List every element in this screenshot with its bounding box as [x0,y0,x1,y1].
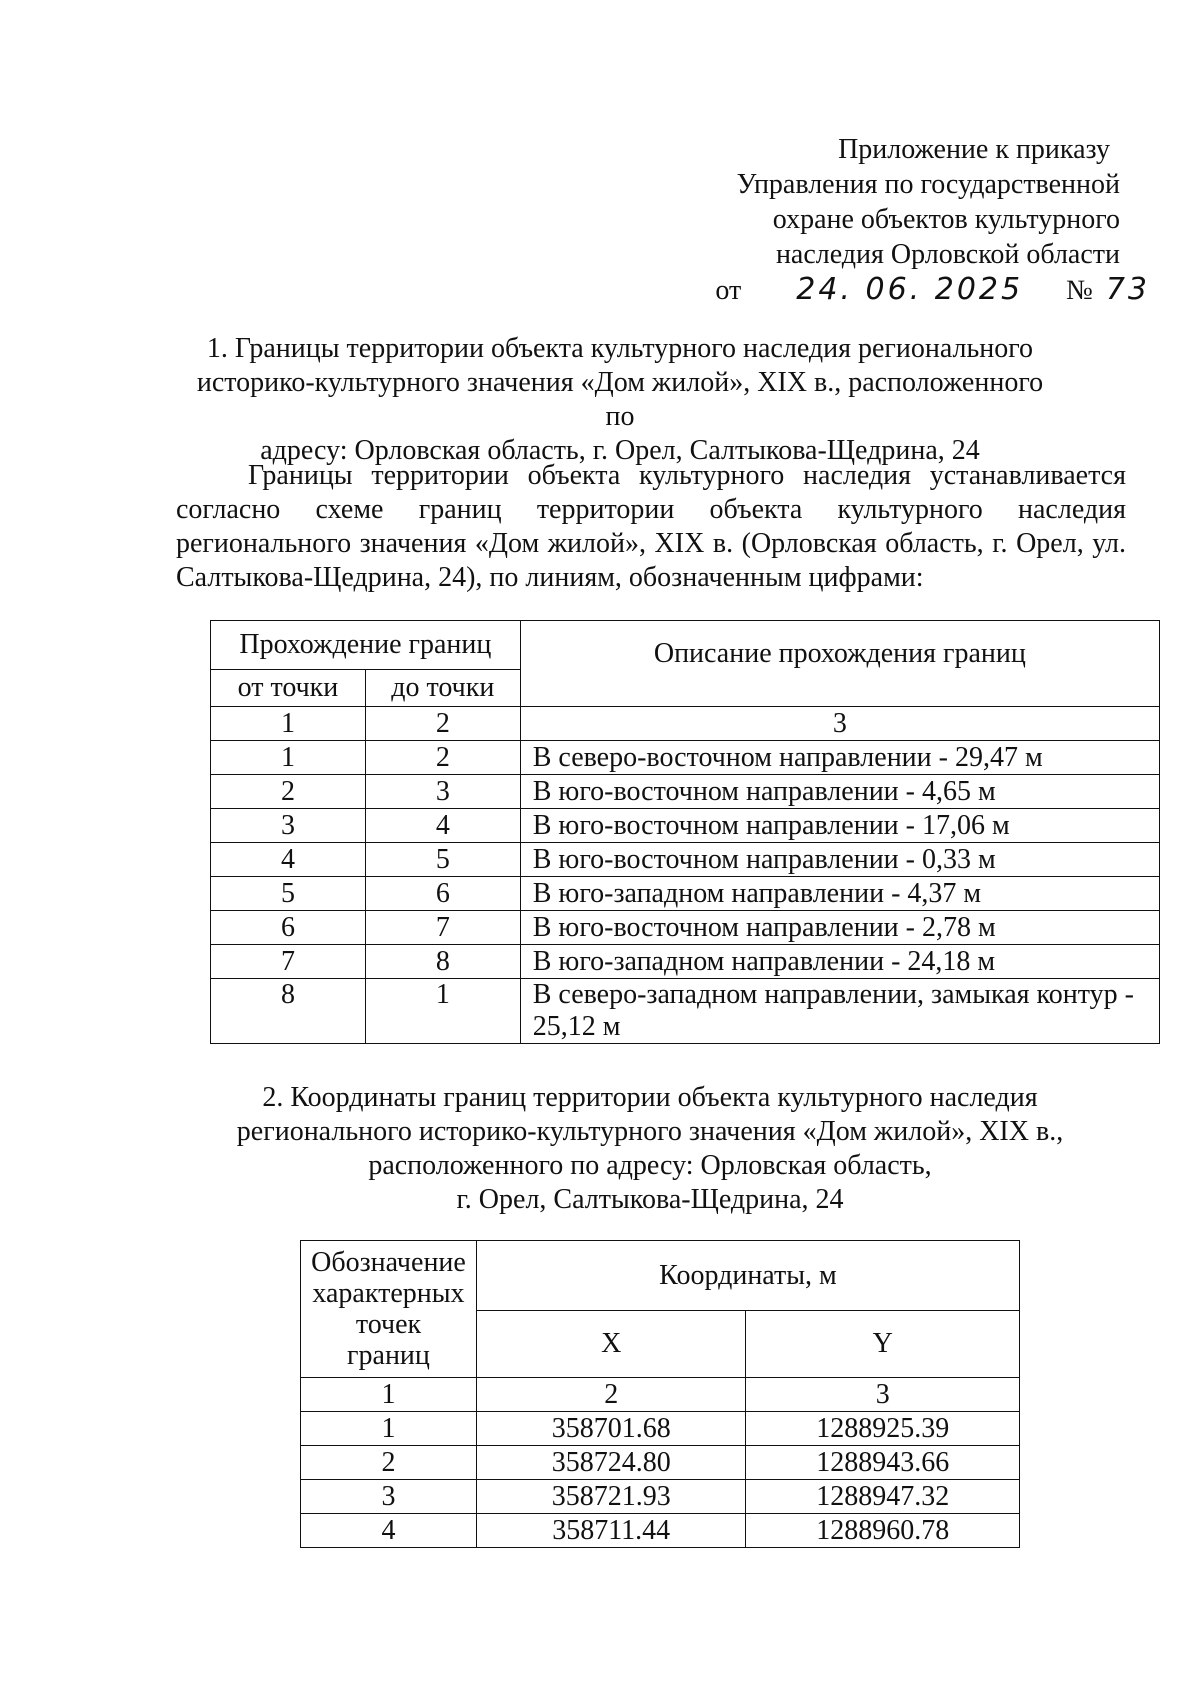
boundary-description: В юго-восточном направлении - 0,33 м [520,843,1159,877]
table-row [211,775,1160,809]
table-row [301,1480,1020,1514]
table-row [211,979,1160,1044]
section-1-title-line-1: 1. Границы территории объекта культурного наследия регионального [206,333,1034,364]
to-point: 8 [365,945,520,979]
column-number-row [301,1378,1020,1412]
to-point: 5 [365,843,520,877]
to-point: 1 [365,979,520,1044]
header-line-3: охране объектов культурного [772,204,1120,235]
from-label: от [715,275,742,306]
column-number: 1 [301,1378,477,1412]
point-id: 1 [301,1412,477,1446]
section-2-title-line-4: г. Орел, Салтыкова-Щедрина, 24 [456,1184,844,1215]
boundary-description: В юго-западном направлении - 4,37 м [520,877,1159,911]
header-passage: Прохождение границ [211,621,521,670]
table-row [211,911,1160,945]
column-number: 3 [746,1378,1020,1412]
to-point: 6 [365,877,520,911]
column-number: 1 [211,707,366,741]
table-row [301,1514,1020,1548]
header-from-point: от точки [211,670,366,707]
from-point: 6 [211,911,366,945]
number-label: № [1066,275,1093,306]
boundary-description: В юго-восточном направлении - 17,06 м [520,809,1159,843]
from-point: 1 [211,741,366,775]
table-row [211,877,1160,911]
column-number-row [211,707,1160,741]
header-to-point: до точки [365,670,520,707]
coordinates-table [300,1240,1020,1548]
header-point-line-2: характерных [312,1278,465,1309]
section-1-title [180,332,1060,468]
from-point: 4 [211,843,366,877]
to-point: 2 [365,741,520,775]
header-y: Y [746,1310,1020,1378]
to-point: 7 [365,911,520,945]
to-point: 3 [365,775,520,809]
boundary-description: В юго-западном направлении - 24,18 м [520,945,1159,979]
section-1-paragraph-text: Границы территории объекта культурного наследия устанавливается согласно схеме границ территории объекта культурного наследия регионального значения «Дом жилой», XIX в. (Орловская область, г. Орел, ул. Салтыкова-Щедрина, 24), по линиям, обозначенным цифрами: [176,460,1126,593]
section-2-title-line-1: 2. Координаты границ территории объекта культурного наследия [262,1082,1038,1113]
boundary-description [520,979,1159,1044]
header-line-4: наследия Орловской области [775,239,1120,270]
boundary-description: В юго-восточном направлении - 2,78 м [520,911,1159,945]
header-description: Описание прохождения границ [520,621,1159,707]
boundary-description-line-1: В северо-западном направлении, замыкая контур - [532,979,1134,1011]
section-2-title-line-3: расположенного по адресу: Орловская область, [368,1150,932,1181]
coordinate-y: 1288925.39 [746,1412,1020,1446]
coordinate-x: 358701.68 [476,1412,746,1446]
from-point: 7 [211,945,366,979]
handwritten-date: 24. 06. 2025 [796,272,1024,307]
section-1-title-line-2: историко-культурного значения «Дом жилой», XIX в., расположенного по [196,367,1044,432]
boundary-description-table [210,620,1160,1044]
table-row [211,741,1160,775]
column-number: 2 [476,1378,746,1412]
point-id: 3 [301,1480,477,1514]
header-coordinates: Координаты, м [476,1241,1019,1311]
header-line-2: Управления по государственной [736,169,1120,200]
column-number: 3 [520,707,1159,741]
from-point: 5 [211,877,366,911]
boundary-description: В северо-восточном направлении - 29,47 м [520,741,1159,775]
header-point-designation [301,1241,477,1378]
table-row [211,809,1160,843]
header-point-line-1: Обозначение [311,1247,466,1278]
table-row [301,1412,1020,1446]
coordinate-x: 358711.44 [476,1514,746,1548]
table-row [301,1446,1020,1480]
boundary-description-line-2: 25,12 м [532,1011,621,1043]
point-id: 2 [301,1446,477,1480]
column-number: 2 [365,707,520,741]
table-row [211,843,1160,877]
header-x: X [476,1310,746,1378]
coordinate-x: 358724.80 [476,1446,746,1480]
section-1-title-line-3: адресу: Орловская область, г. Орел, Салтыкова-Щедрина, 24 [260,435,980,466]
to-point: 4 [365,809,520,843]
point-id: 4 [301,1514,477,1548]
header-point-line-3: точек [355,1309,422,1340]
handwritten-number: 73 [1105,272,1150,307]
header-point-line-4: границ [347,1340,430,1371]
order-date-row [640,272,1150,308]
section-2-title-line-2: регионального историко-культурного значения «Дом жилой», XIX в., [236,1116,1064,1147]
coordinate-x: 358721.93 [476,1480,746,1514]
coordinate-y: 1288943.66 [746,1446,1020,1480]
from-point: 3 [211,809,366,843]
header-line-1: Приложение к приказу [838,134,1110,165]
appendix-header [640,132,1150,308]
section-2-title [210,1081,1090,1217]
coordinate-y: 1288947.32 [746,1480,1020,1514]
table-row [211,945,1160,979]
from-point: 8 [211,979,366,1044]
from-point: 2 [211,775,366,809]
boundary-description: В юго-восточном направлении - 4,65 м [520,775,1159,809]
coordinate-y: 1288960.78 [746,1514,1020,1548]
section-1-paragraph [176,459,1126,595]
